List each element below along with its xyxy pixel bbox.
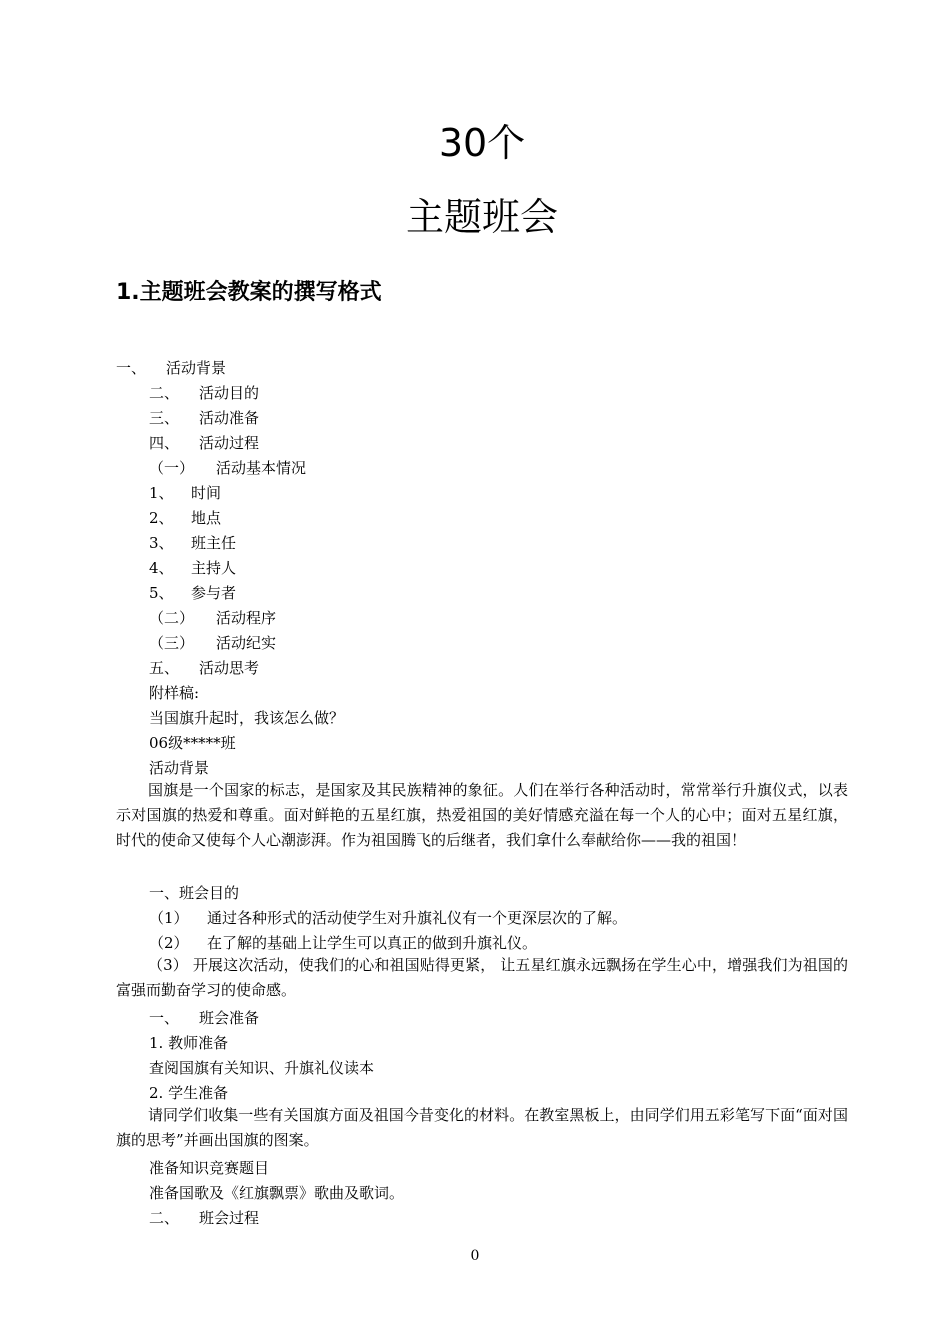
outline-item-2: 二、 活动目的 (149, 384, 260, 402)
student-prep-text: 请同学们收集一些有关国旗方面及祖国今昔变化的材料。在教室黑板上，由同学们用五彩笔写下面“面对国旗的思考”并画出国旗的图案。 (116, 1106, 848, 1149)
teacher-prep-text: 查阅国旗有关知识、升旗礼仪读本 (149, 1059, 375, 1077)
goal-heading: 一、班会目的 (149, 884, 240, 902)
process-heading: 二、 班会过程 (149, 1209, 260, 1227)
outline-item-7: 2、 地点 (149, 509, 222, 527)
quiz-prep: 准备知识竞赛题目 (149, 1159, 270, 1177)
outline-item-3: 三、 活动准备 (149, 409, 260, 427)
outline-item-4: 四、 活动过程 (149, 434, 260, 452)
goal-item-2: （2） 在了解的基础上让学生可以真正的做到升旗礼仪。 (149, 934, 538, 952)
page-number: 0 (470, 1248, 480, 1264)
outline-item-13: 五、 活动思考 (149, 659, 260, 677)
songs-prep: 准备国歌及《红旗飘票》歌曲及歌词。 (149, 1184, 405, 1202)
outline-item-11: （二） 活动程序 (149, 609, 277, 627)
goal-item-1: （1） 通过各种形式的活动使学生对升旗礼仪有一个更深层次的了解。 (149, 909, 628, 927)
outline-item-12: （三） 活动纪实 (149, 634, 277, 652)
section-heading: 1.主题班会教案的撰写格式 (116, 280, 382, 305)
prep-heading: 一、 班会准备 (149, 1009, 260, 1027)
student-prep-heading: 2. 学生准备 (149, 1084, 229, 1102)
sample-topic: 当国旗升起时，我该怎么做？ (149, 709, 345, 727)
document-title: 30个 (438, 121, 526, 165)
outline-item-9: 4、 主持人 (149, 559, 237, 577)
outline-item-6: 1、 时间 (149, 484, 222, 502)
goal-item-3: （3） 开展这次活动，使我们的心和祖国贴得更紧， 让五星红旗永远飘扬在学生心中，增强我们为祖国的富强而勤奋学习的使命感。 (116, 956, 848, 999)
sample-label: 附样稿: (149, 684, 200, 702)
outline-item-10: 5、 参与者 (149, 584, 237, 602)
document-subtitle: 主题班会 (405, 195, 558, 239)
outline-item-1: 一、 活动背景 (116, 359, 227, 377)
background-heading: 活动背景 (149, 759, 210, 777)
outline-item-8: 3、 班主任 (149, 534, 237, 552)
teacher-prep-heading: 1. 教师准备 (149, 1034, 229, 1052)
outline-item-5: （一） 活动基本情况 (149, 459, 307, 477)
background-paragraph: 国旗是一个国家的标志，是国家及其民族精神的象征。人们在举行各种活动时，常常举行升旗仪式，以表示对国旗的热爱和尊重。面对鲜艳的五星红旗，热爱祖国的美好情感充溢在每一个人的心中；面对五星红旗，时代的使命又使每个人心潮澎湃。作为祖国腾飞的后继者，我们拿什么奉献给你——我的祖国！ (116, 781, 848, 849)
sample-class: 06级*****班 (149, 734, 236, 752)
